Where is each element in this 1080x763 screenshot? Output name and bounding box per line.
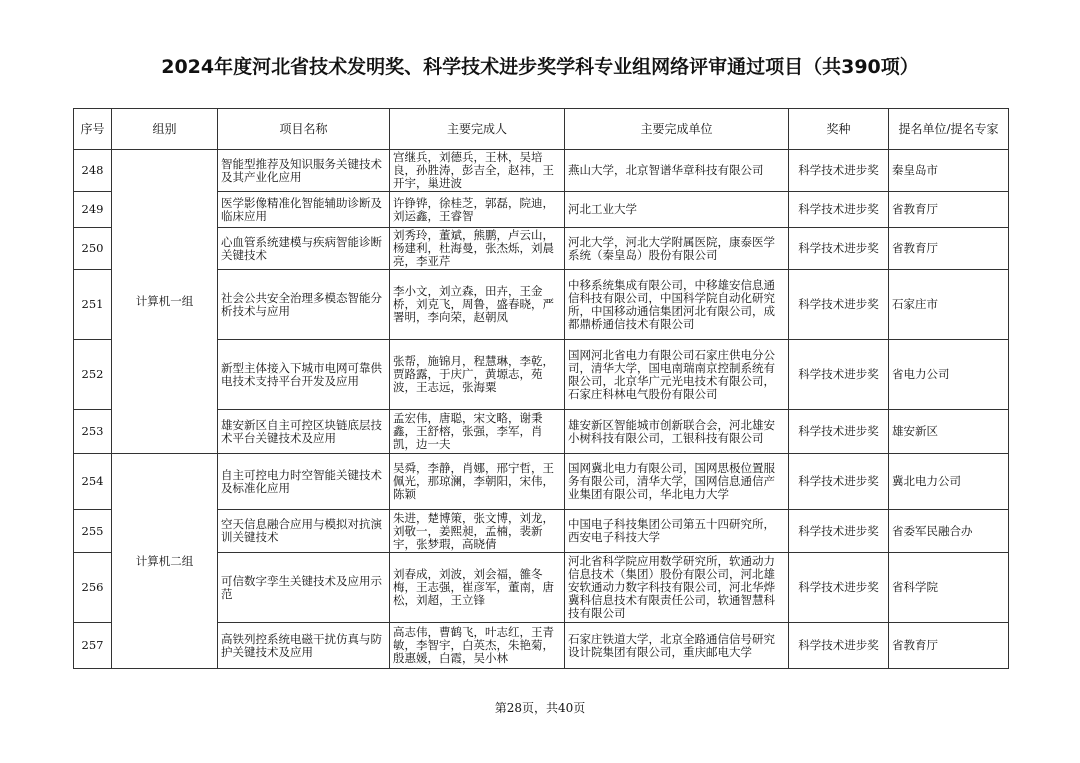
row-project-name: 可信数字孪生关键技术及应用示范 [218, 553, 390, 623]
header-people: 主要完成人 [390, 109, 565, 150]
row-project-name: 新型主体接入下城市电网可靠供电技术支持平台开发及应用 [218, 340, 390, 410]
row-no: 255 [74, 510, 112, 553]
row-units: 河北大学，河北大学附属医院，康泰医学系统（秦皇岛）股份有限公司 [565, 228, 789, 270]
row-award: 科学技术进步奖 [789, 270, 889, 340]
table-header-row [74, 109, 1009, 150]
row-people: 刘秀玲，董斌，熊鹏，卢云山，杨建利，杜海曼，张杰烁，刘晨亮，李亚芹 [390, 228, 565, 270]
row-nominator: 省电力公司 [889, 340, 1009, 410]
row-units: 国网冀北电力有限公司，国网思极位置服务有限公司，清华大学，国网信息通信产业集团有限公司，华北电力大学 [565, 454, 789, 510]
row-award: 科学技术进步奖 [789, 410, 889, 454]
table-row [74, 150, 1009, 192]
row-award: 科学技术进步奖 [789, 623, 889, 669]
row-nominator: 省科学院 [889, 553, 1009, 623]
row-award: 科学技术进步奖 [789, 228, 889, 270]
projects-table [73, 108, 1009, 669]
row-no: 248 [74, 150, 112, 192]
row-people: 许铮铧，徐桂芝，郭磊，院迪，刘运鑫，王睿智 [390, 192, 565, 228]
row-people: 孟宏伟，唐聪，宋文略，谢秉鑫，王舒榕，张强，李军，肖凯，边一夫 [390, 410, 565, 454]
row-project-name: 雄安新区自主可控区块链底层技术平台关键技术及应用 [218, 410, 390, 454]
page-title: 2024年度河北省技术发明奖、科学技术进步奖学科专业组网络评审通过项目（共390项） [161, 56, 919, 78]
row-people: 宫继兵，刘德兵，王林，吴培良，孙胜涛，彭吉全，赵祎，王开宇，巢进波 [390, 150, 565, 192]
row-no: 256 [74, 553, 112, 623]
row-no: 252 [74, 340, 112, 410]
row-nominator: 秦皇岛市 [889, 150, 1009, 192]
row-award: 科学技术进步奖 [789, 340, 889, 410]
header-nominator: 提名单位/提名专家 [889, 109, 1009, 150]
row-nominator: 省委军民融合办 [889, 510, 1009, 553]
row-project-name: 社会公共安全治理多模态智能分析技术与应用 [218, 270, 390, 340]
group-cell: 计算机二组 [112, 454, 218, 669]
row-people: 刘春成，刘波，刘会福，雒冬梅，王志强，崔彦军，董南，唐松，刘超，王立锋 [390, 553, 565, 623]
group-cell: 计算机一组 [112, 150, 218, 454]
header-units: 主要完成单位 [565, 109, 789, 150]
row-no: 257 [74, 623, 112, 669]
row-nominator: 省教育厅 [889, 228, 1009, 270]
row-people: 张帮，施锦月，程慧琳，李乾，贾路露，于庆广，黄塬志，苑波，王志远，张海粟 [390, 340, 565, 410]
row-nominator: 省教育厅 [889, 623, 1009, 669]
row-project-name: 自主可控电力时空智能关键技术及标准化应用 [218, 454, 390, 510]
row-people: 李小文，刘立森，田卉，王金桥，刘克飞，周鲁，盛春晓，严署明，李向荣，赵朝凤 [390, 270, 565, 340]
row-units: 石家庄铁道大学，北京全路通信信号研究设计院集团有限公司，重庆邮电大学 [565, 623, 789, 669]
row-people: 吴舜，李静，肖娜，邢宁哲，王佩光，那琼澜，李朝阳，宋伟，陈颖 [390, 454, 565, 510]
row-units: 国网河北省电力有限公司石家庄供电分公司，清华大学，国电南瑞南京控制系统有限公司，北京华广元光电技术有限公司，石家庄科林电气股份有限公司 [565, 340, 789, 410]
table-row [74, 454, 1009, 510]
row-units: 河北工业大学 [565, 192, 789, 228]
header-group: 组别 [112, 109, 218, 150]
row-nominator: 冀北电力公司 [889, 454, 1009, 510]
row-project-name: 医学影像精准化智能辅助诊断及临床应用 [218, 192, 390, 228]
row-no: 254 [74, 454, 112, 510]
row-award: 科学技术进步奖 [789, 192, 889, 228]
row-units: 雄安新区智能城市创新联合会，河北雄安小树科技有限公司，工银科技有限公司 [565, 410, 789, 454]
row-project-name: 高铁列控系统电磁干扰仿真与防护关键技术及应用 [218, 623, 390, 669]
row-project-name: 空天信息融合应用与模拟对抗演训关键技术 [218, 510, 390, 553]
row-no: 250 [74, 228, 112, 270]
header-project-name: 项目名称 [218, 109, 390, 150]
header-no: 序号 [74, 109, 112, 150]
header-award: 奖种 [789, 109, 889, 150]
row-no: 251 [74, 270, 112, 340]
row-award: 科学技术进步奖 [789, 454, 889, 510]
row-units: 燕山大学，北京智谱华章科技有限公司 [565, 150, 789, 192]
row-project-name: 心血管系统建模与疾病智能诊断关键技术 [218, 228, 390, 270]
row-no: 249 [74, 192, 112, 228]
row-award: 科学技术进步奖 [789, 510, 889, 553]
row-units: 中国电子科技集团公司第五十四研究所，西安电子科技大学 [565, 510, 789, 553]
row-nominator: 雄安新区 [889, 410, 1009, 454]
row-project-name: 智能型推荐及知识服务关键技术及其产业化应用 [218, 150, 390, 192]
page-footer: 第28页，共40页 [494, 701, 586, 715]
row-people: 高志伟，曹鹤飞，叶志红，王青敏，李智宇，白英杰，朱艳菊，殷惠媛，白霞，吴小林 [390, 623, 565, 669]
row-units: 中移系统集成有限公司，中移雄安信息通信科技有限公司，中国科学院自动化研究所，中国移动通信集团河北有限公司，成都鼎桥通信技术有限公司 [565, 270, 789, 340]
row-no: 253 [74, 410, 112, 454]
row-nominator: 石家庄市 [889, 270, 1009, 340]
row-people: 朱进，楚博策，张文博，刘龙，刘敬一，姜熙昶，孟楠，裴新宇，张梦瑕，高晓倩 [390, 510, 565, 553]
row-nominator: 省教育厅 [889, 192, 1009, 228]
row-units: 河北省科学院应用数学研究所，软通动力信息技术（集团）股份有限公司，河北雄安软通动力数字科技有限公司，河北华烨冀科信息技术有限责任公司，软通智慧科技有限公司 [565, 553, 789, 623]
row-award: 科学技术进步奖 [789, 150, 889, 192]
row-award: 科学技术进步奖 [789, 553, 889, 623]
